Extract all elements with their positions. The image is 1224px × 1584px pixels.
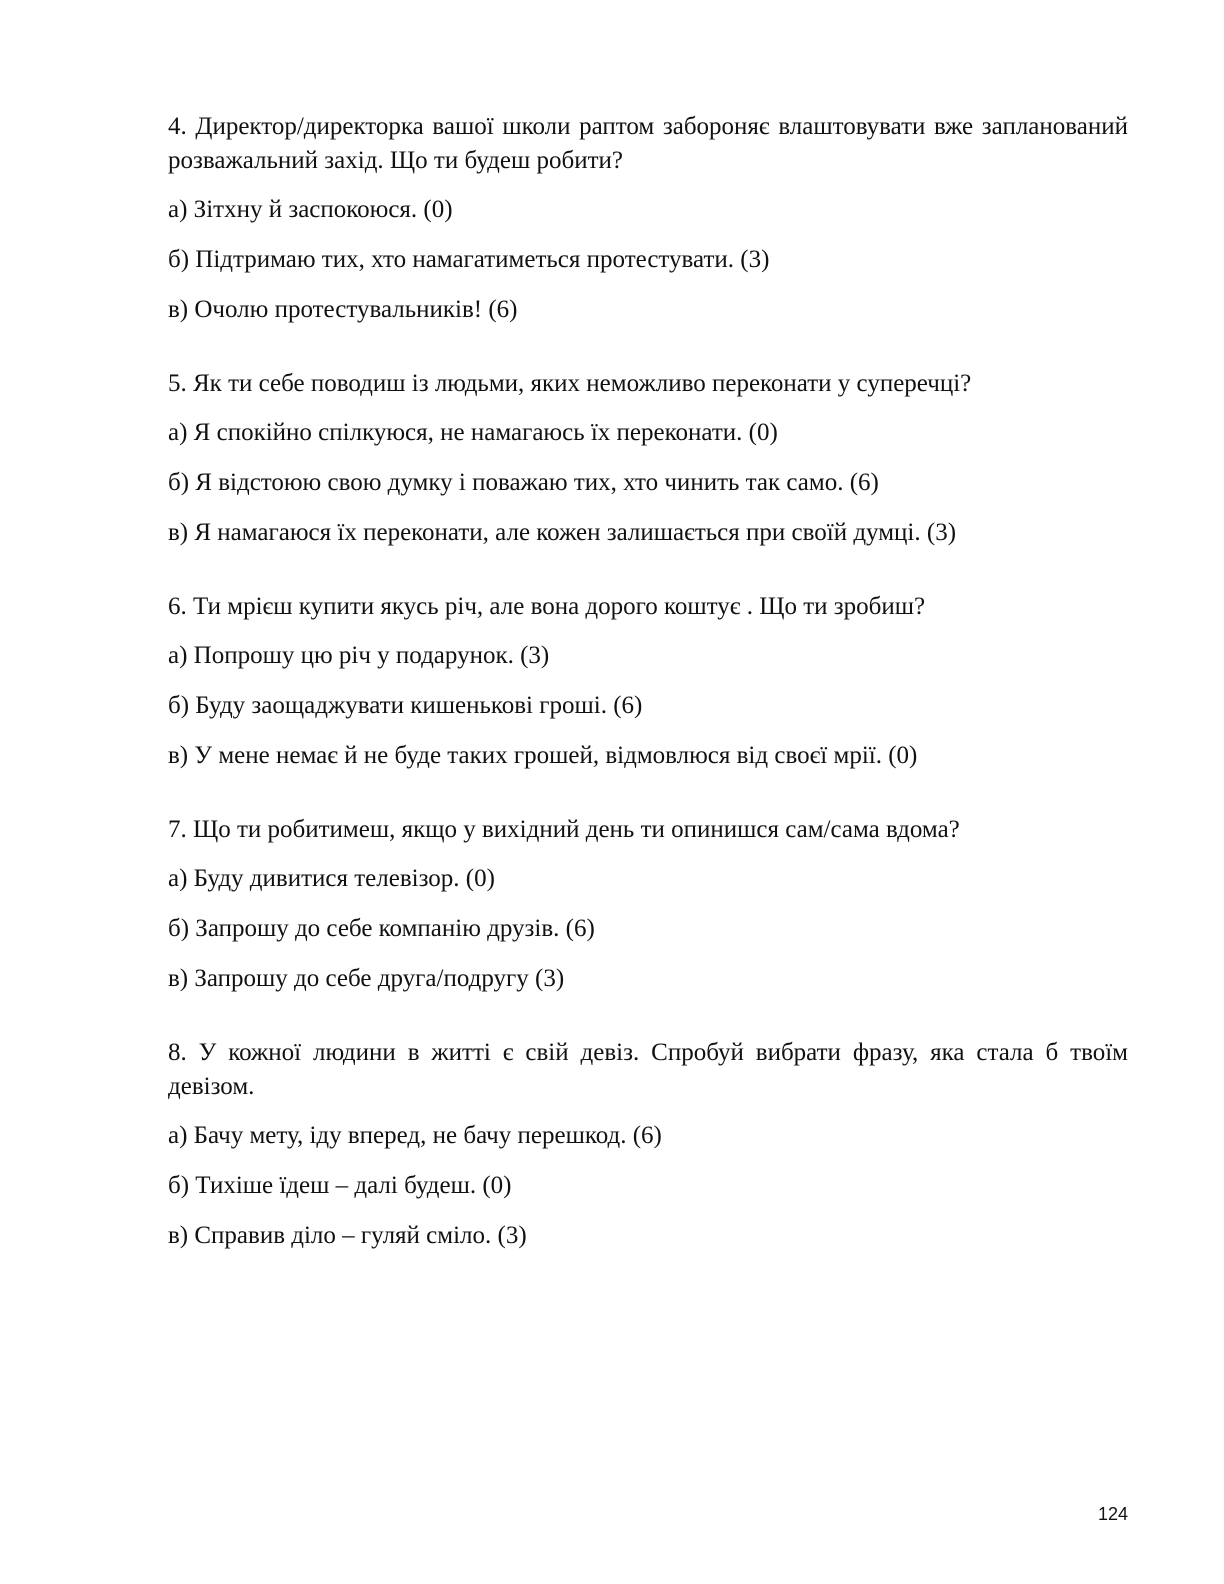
answer-option-b: б) Запрошу до себе компанію друзів. (6) [168,915,595,942]
answer-option-a: а) Зітхну й заспокоюся. (0) [168,196,453,223]
answer-option-a: а) Я спокійно спілкуюся, не намагаюсь їх переконати. (0) [168,419,778,446]
answer-option-b: б) Буду заощаджувати кишенькові гроші. (6) [168,692,643,719]
question-text: 4. Директор/директорка вашої школи раптом забороняє влаштовувати вже запланований розважальний захід. Що ти будеш робити? [168,113,1128,174]
question-4 [168,110,1128,327]
question-7 [168,813,1128,996]
answer-option-a: а) Попрошу цю річ у подарунок. (3) [168,642,550,669]
answer-option-c: в) Запрошу до себе друга/подругу (3) [168,965,565,992]
answer-option-a: а) Бачу мету, іду вперед, не бачу перешкод. (6) [168,1122,662,1149]
answer-option-c: в) Справив діло – гуляй сміло. (3) [168,1222,527,1249]
answer-option-a: а) Буду дивитися телевізор. (0) [168,865,495,892]
answer-option-c: в) Очолю протестувальників! (6) [168,296,518,323]
answer-option-c: в) У мене немає й не буде таких грошей, відмовлюся від своєї мрії. (0) [168,742,918,769]
question-8 [168,1036,1128,1253]
answer-option-b: б) Я відстоюю свою думку і поважаю тих, хто чинить так само. (6) [168,469,879,496]
question-text: 7. Що ти робитимеш, якщо у вихідний день ти опинишся сам/сама вдома? [168,816,960,843]
question-text: 8. У кожної людини в житті є свій девіз. Спробуй вибрати фразу, яка стала б твоїм девізом. [168,1039,1128,1100]
question-6 [168,590,1128,773]
document-page [168,110,1128,1293]
page-number: 124 [1097,1504,1128,1524]
question-text: 6. Ти мрієш купити якусь річ, але вона дорого коштує . Що ти зробиш? [168,593,926,620]
question-5 [168,367,1128,550]
answer-option-b: б) Підтримаю тих, хто намагатиметься протестувати. (3) [168,246,770,273]
question-text: 5. Як ти себе поводиш із людьми, яких неможливо переконати у суперечці? [168,370,972,397]
answer-option-b: б) Тихіше їдеш – далі будеш. (0) [168,1172,512,1199]
answer-option-c: в) Я намагаюся їх переконати, але кожен залишається при своїй думці. (3) [168,519,957,546]
